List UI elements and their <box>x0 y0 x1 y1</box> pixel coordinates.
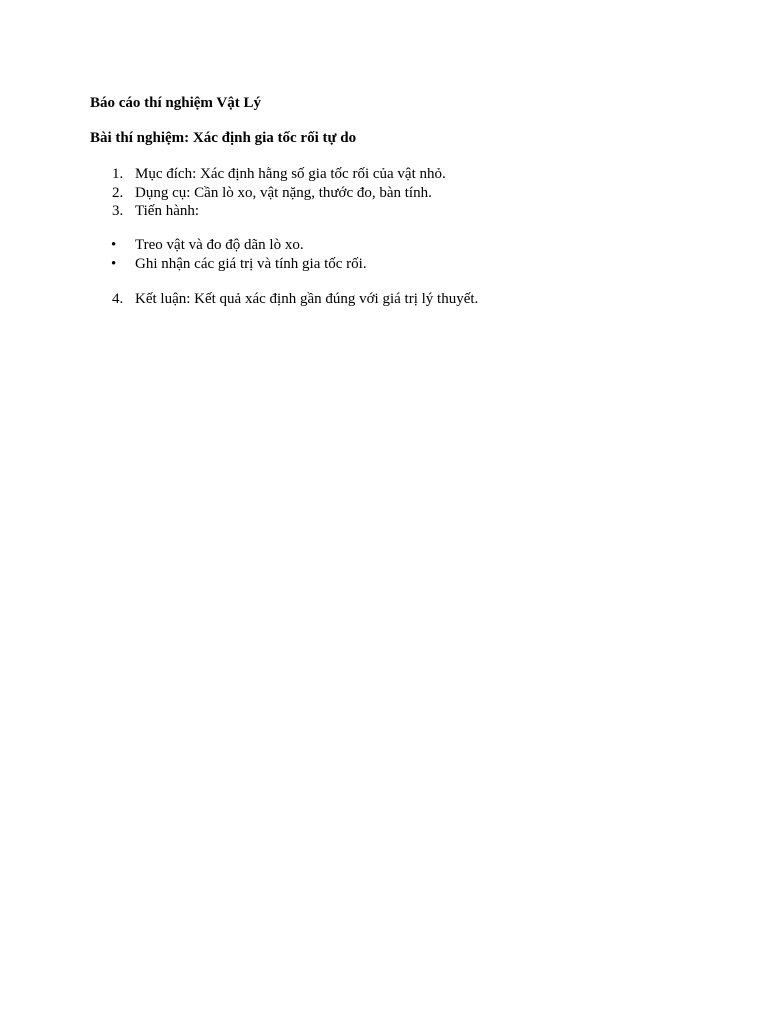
list-item-text: Tiến hành: <box>135 203 200 219</box>
list-item-number: 4. <box>112 291 124 307</box>
page-title: Báo cáo thí nghiệm Vật Lý <box>90 95 261 111</box>
list-item-number: 1. <box>112 166 124 182</box>
list-item-number: 3. <box>112 203 124 219</box>
bullet-item-text: Ghi nhận các giá trị và tính gia tốc rối. <box>135 255 367 272</box>
bullet-icon: • <box>111 255 117 272</box>
list-item-number: 2. <box>112 184 124 201</box>
experiment-title: Bài thí nghiệm: Xác định gia tốc rối tự do <box>90 130 357 146</box>
list-item-text: Dụng cụ: Cần lò xo, vật nặng, thước đo, bàn tính. <box>135 184 432 201</box>
bullet-icon: • <box>111 237 117 253</box>
list-item-text: Mục đích: Xác định hằng số gia tốc rối của vật nhỏ. <box>135 166 446 182</box>
bullet-item-text: Treo vật và đo độ dãn lò xo. <box>135 237 304 253</box>
list-item-text: Kết luận: Kết quả xác định gần đúng với giá trị lý thuyết. <box>135 291 479 307</box>
